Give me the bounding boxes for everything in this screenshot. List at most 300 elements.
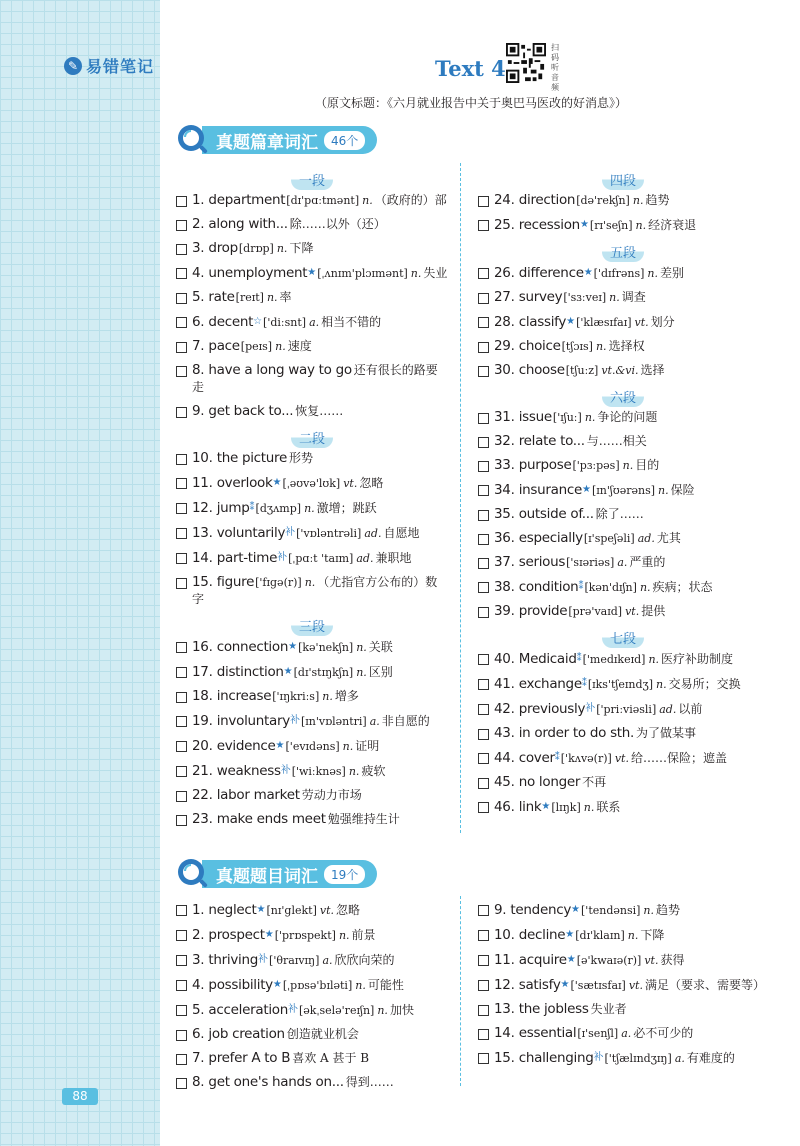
frequency-mark-icon: ⁑ bbox=[576, 653, 582, 664]
vocab-entry bbox=[478, 774, 768, 791]
paragraph-label-text: 七段 bbox=[602, 627, 644, 648]
vocab-entry bbox=[478, 362, 768, 379]
entry-word: get back to... bbox=[208, 403, 294, 419]
entry-number: 13. bbox=[192, 525, 213, 541]
page-title: Text 4 bbox=[435, 56, 506, 81]
entry-body bbox=[494, 289, 768, 306]
entry-word: choose bbox=[518, 362, 565, 378]
checkbox[interactable] bbox=[176, 293, 187, 304]
checkbox[interactable] bbox=[478, 1005, 489, 1016]
entry-phonetic: ['kʌvə(r)] bbox=[560, 752, 612, 765]
entry-pos: n. bbox=[643, 904, 655, 917]
checkbox[interactable] bbox=[176, 342, 187, 353]
entry-meaning: 以前 bbox=[678, 702, 703, 716]
entry-number: 4. bbox=[192, 977, 205, 993]
entry-pos: a. bbox=[369, 715, 380, 728]
entry-meaning: 速度 bbox=[287, 339, 312, 353]
checkbox[interactable] bbox=[176, 955, 187, 966]
entry-body bbox=[494, 901, 768, 919]
entry-number: 6. bbox=[192, 314, 205, 330]
vocab-entry bbox=[176, 688, 448, 705]
entry-number: 29. bbox=[494, 338, 515, 354]
checkbox[interactable] bbox=[176, 196, 187, 207]
entry-phonetic: ['sætɪsfaɪ] bbox=[570, 979, 626, 992]
paragraph-label bbox=[478, 627, 768, 647]
paragraph-label-text: 二段 bbox=[291, 427, 333, 448]
vocab-entry bbox=[176, 192, 448, 209]
checkbox[interactable] bbox=[176, 220, 187, 231]
entry-pos: n. bbox=[276, 242, 288, 255]
entry-number: 9. bbox=[192, 403, 205, 419]
entry-pos: vt. bbox=[625, 605, 640, 618]
paragraph-label bbox=[176, 169, 448, 189]
checkbox[interactable] bbox=[478, 1029, 489, 1040]
vocab-entry bbox=[478, 926, 768, 944]
qr-code-icon[interactable] bbox=[506, 43, 546, 83]
entry-word: tendency bbox=[510, 902, 572, 918]
checkbox[interactable] bbox=[478, 461, 489, 472]
entry-body bbox=[494, 1025, 768, 1042]
entry-phonetic: [də'rekʃn] bbox=[576, 194, 630, 207]
entry-meaning: 医疗补助制度 bbox=[661, 652, 734, 666]
vocab-entry bbox=[176, 762, 448, 780]
entry-phonetic: [kə'nekʃn] bbox=[298, 641, 354, 654]
vocab-entry bbox=[478, 554, 768, 571]
checkbox[interactable] bbox=[176, 692, 187, 703]
entry-phonetic: [lɪŋk] bbox=[551, 801, 581, 814]
checkbox[interactable] bbox=[176, 905, 187, 916]
checkbox[interactable] bbox=[478, 437, 489, 448]
checkbox[interactable] bbox=[176, 407, 187, 418]
entry-meaning: 非自愿的 bbox=[381, 714, 430, 728]
checkbox[interactable] bbox=[176, 317, 187, 328]
entry-body bbox=[192, 313, 448, 331]
checkbox[interactable] bbox=[478, 196, 489, 207]
entry-body bbox=[192, 638, 448, 656]
vocab-entry bbox=[176, 499, 448, 517]
vocab-entry bbox=[176, 951, 448, 969]
checkbox[interactable] bbox=[176, 716, 187, 727]
entry-word: classify bbox=[518, 314, 567, 330]
entry-meaning: 恢复…… bbox=[295, 404, 344, 418]
vocab-entry bbox=[478, 578, 768, 596]
vocab-entry bbox=[176, 638, 448, 656]
vocab-entry bbox=[478, 409, 768, 426]
checkbox[interactable] bbox=[176, 503, 187, 514]
entry-body bbox=[192, 264, 448, 282]
section-header-passage-vocab bbox=[176, 123, 377, 157]
vocab-entry bbox=[478, 481, 768, 499]
checkbox[interactable] bbox=[478, 955, 489, 966]
entry-phonetic: [ˌpɒsə'bɪləti] bbox=[282, 979, 353, 992]
checkbox[interactable] bbox=[176, 791, 187, 802]
entry-pos: n. bbox=[627, 929, 639, 942]
vocab-entry bbox=[176, 549, 448, 567]
entry-number: 36. bbox=[494, 530, 515, 546]
entry-meaning: （尤指官方公布的）数字 bbox=[192, 575, 438, 606]
entry-phonetic: [ɪks'tʃeɪndʒ] bbox=[587, 678, 654, 691]
frequency-mark-icon: ★ bbox=[307, 267, 317, 278]
entry-body bbox=[494, 433, 768, 450]
entry-phonetic: [ɪn'ʃʊərəns] bbox=[592, 484, 656, 497]
entry-word: distinction bbox=[216, 664, 284, 680]
entry-word: the jobless bbox=[518, 1001, 589, 1017]
checkbox[interactable] bbox=[478, 679, 489, 690]
paragraph-label bbox=[478, 169, 768, 189]
vocab-entry bbox=[176, 901, 448, 919]
entry-pos: n. bbox=[658, 484, 669, 497]
vocab-column-right bbox=[478, 167, 768, 823]
vocab-entry bbox=[176, 712, 448, 730]
entry-pos: n. bbox=[583, 801, 595, 814]
entry-pos: n. bbox=[410, 267, 422, 280]
entry-pos: n. bbox=[356, 641, 367, 654]
entry-pos: n. bbox=[584, 411, 596, 424]
entry-body bbox=[494, 926, 768, 944]
checkbox[interactable] bbox=[478, 704, 489, 715]
entry-number: 25. bbox=[494, 217, 515, 233]
entry-phonetic: [reɪt] bbox=[235, 291, 264, 304]
entry-body bbox=[192, 216, 448, 233]
checkbox[interactable] bbox=[176, 1054, 187, 1065]
entry-word: provide bbox=[518, 603, 568, 619]
entry-phonetic: ['klæsɪfaɪ] bbox=[576, 316, 632, 329]
entry-word: exchange bbox=[518, 676, 582, 692]
checkbox[interactable] bbox=[176, 980, 187, 991]
entry-meaning: 关联 bbox=[368, 640, 393, 654]
entry-phonetic: [ɪn'vɒləntri] bbox=[300, 715, 367, 728]
entry-number: 4. bbox=[192, 265, 205, 281]
entry-meaning: 劳动力市场 bbox=[301, 788, 362, 802]
checkbox[interactable] bbox=[478, 802, 489, 813]
entry-pos: vt.&vi. bbox=[601, 364, 639, 377]
entry-phonetic: [rɪ'seʃn] bbox=[589, 219, 633, 232]
entry-meaning: 勉强维持生计 bbox=[327, 812, 400, 826]
entry-pos: a. bbox=[322, 954, 333, 967]
entry-body bbox=[192, 976, 448, 994]
checkbox[interactable] bbox=[176, 478, 187, 489]
checkbox[interactable] bbox=[478, 607, 489, 618]
entry-meaning: 前景 bbox=[351, 928, 376, 942]
entry-number: 15. bbox=[494, 1050, 515, 1066]
entry-body bbox=[192, 524, 448, 542]
entry-pos: n. bbox=[355, 979, 366, 992]
entry-number: 11. bbox=[192, 475, 213, 491]
checkbox[interactable] bbox=[176, 528, 187, 539]
entry-number: 1. bbox=[192, 192, 205, 208]
vocab-entry bbox=[176, 574, 448, 608]
checkbox[interactable] bbox=[176, 741, 187, 752]
frequency-mark-icon: 补 bbox=[287, 1004, 298, 1015]
entry-number: 42. bbox=[494, 701, 515, 717]
checkbox[interactable] bbox=[176, 642, 187, 653]
checkbox[interactable] bbox=[176, 815, 187, 826]
entry-word: job creation bbox=[208, 1026, 285, 1042]
entry-body bbox=[494, 506, 768, 523]
entry-word: neglect bbox=[208, 902, 257, 918]
entry-meaning: 可能性 bbox=[367, 978, 404, 992]
checkbox[interactable] bbox=[176, 766, 187, 777]
vocab-entry bbox=[478, 901, 768, 919]
checkbox[interactable] bbox=[478, 1053, 489, 1064]
sidebar bbox=[0, 0, 160, 1146]
vocab-entry bbox=[176, 976, 448, 994]
entry-body bbox=[192, 811, 448, 828]
entry-body bbox=[192, 403, 448, 420]
checkbox[interactable] bbox=[478, 317, 489, 328]
checkbox[interactable] bbox=[478, 220, 489, 231]
entry-pos: vt. bbox=[319, 904, 335, 917]
entry-word: prefer A to B bbox=[208, 1050, 291, 1066]
checkbox[interactable] bbox=[176, 553, 187, 564]
checkbox[interactable] bbox=[478, 342, 489, 353]
entry-body bbox=[192, 362, 448, 396]
entry-meaning: 创造就业机会 bbox=[286, 1027, 359, 1041]
entry-pos: n. bbox=[648, 653, 660, 666]
vocab-entry bbox=[176, 216, 448, 233]
entry-pos: n. bbox=[635, 219, 647, 232]
entry-meaning: 率 bbox=[279, 290, 292, 304]
entry-body bbox=[192, 688, 448, 705]
entry-body bbox=[494, 264, 768, 282]
entry-pos: n. bbox=[632, 194, 644, 207]
vocab-entry bbox=[478, 530, 768, 547]
question-vocab-column-left bbox=[176, 901, 448, 1098]
checkbox[interactable] bbox=[176, 667, 187, 678]
checkbox[interactable] bbox=[478, 905, 489, 916]
entry-meaning: 疾病；状态 bbox=[652, 580, 713, 594]
entry-phonetic: [əkˌselə'reɪʃn] bbox=[298, 1004, 375, 1017]
entry-meaning: 趋势 bbox=[656, 903, 681, 917]
entry-pos: n. bbox=[356, 666, 367, 679]
entry-word: connection bbox=[216, 639, 289, 655]
checkbox[interactable] bbox=[176, 366, 187, 377]
entry-body bbox=[494, 313, 768, 331]
entry-body bbox=[494, 1049, 768, 1067]
vocab-entry bbox=[176, 1074, 448, 1091]
entry-body bbox=[494, 798, 768, 816]
vocab-entry bbox=[176, 313, 448, 331]
entry-word: unemployment bbox=[208, 265, 308, 281]
vocab-entry bbox=[478, 700, 768, 718]
entry-number: 2. bbox=[192, 927, 205, 943]
checkbox[interactable] bbox=[478, 268, 489, 279]
entry-phonetic: [dʒʌmp] bbox=[255, 502, 302, 515]
entry-pos: vt. bbox=[634, 316, 649, 329]
entry-meaning: 加快 bbox=[389, 1003, 414, 1017]
entry-number: 12. bbox=[192, 500, 213, 516]
entry-phonetic: ['diːsnt] bbox=[263, 316, 307, 329]
entry-phonetic: [ˌpɑːt 'taɪm] bbox=[288, 552, 354, 565]
checkbox[interactable] bbox=[176, 1078, 187, 1089]
checkbox[interactable] bbox=[478, 413, 489, 424]
entry-number: 5. bbox=[192, 289, 205, 305]
column-divider bbox=[460, 163, 461, 833]
entry-word: direction bbox=[518, 192, 576, 208]
entry-number: 23. bbox=[192, 811, 213, 827]
entry-number: 33. bbox=[494, 457, 515, 473]
entry-meaning: 证明 bbox=[355, 739, 380, 753]
checkbox[interactable] bbox=[176, 268, 187, 279]
entry-meaning: 保险 bbox=[670, 483, 695, 497]
checkbox[interactable] bbox=[176, 1005, 187, 1016]
entry-number: 40. bbox=[494, 651, 515, 667]
entry-meaning: 失业者 bbox=[590, 1002, 627, 1016]
entry-meaning: 得到…… bbox=[345, 1075, 394, 1089]
vocab-entry bbox=[478, 313, 768, 331]
entry-meaning: 严重的 bbox=[629, 555, 666, 569]
vocab-entry bbox=[478, 1001, 768, 1018]
checkbox[interactable] bbox=[478, 729, 489, 740]
paragraph-label-text: 一段 bbox=[291, 169, 333, 190]
checkbox[interactable] bbox=[478, 485, 489, 496]
checkbox[interactable] bbox=[478, 534, 489, 545]
checkbox[interactable] bbox=[176, 454, 187, 465]
pen-icon: ✎ bbox=[64, 57, 82, 75]
frequency-mark-icon: ⁑ bbox=[578, 581, 584, 592]
entry-pos: a. bbox=[674, 1052, 685, 1065]
entry-number: 19. bbox=[192, 713, 213, 729]
entry-body bbox=[494, 1001, 768, 1018]
entry-word: acceleration bbox=[208, 1002, 288, 1018]
entry-pos: a. bbox=[617, 556, 628, 569]
entry-body bbox=[192, 901, 448, 919]
entry-number: 12. bbox=[494, 977, 515, 993]
entry-pos: vt. bbox=[628, 979, 643, 992]
checkbox[interactable] bbox=[478, 778, 489, 789]
entry-pos: n. bbox=[647, 267, 659, 280]
entry-word: satisfy bbox=[518, 977, 561, 993]
entry-body bbox=[494, 338, 768, 355]
entry-number: 16. bbox=[192, 639, 213, 655]
entry-meaning: 除……以外（还） bbox=[289, 217, 386, 231]
vocab-entry bbox=[478, 216, 768, 234]
magnifier-icon bbox=[176, 857, 210, 891]
entry-number: 3. bbox=[192, 240, 205, 256]
entry-meaning: 增多 bbox=[334, 689, 359, 703]
vocab-entry bbox=[176, 264, 448, 282]
entry-number: 34. bbox=[494, 482, 515, 498]
section-title: 真题篇章词汇 bbox=[216, 132, 318, 153]
entry-body bbox=[494, 192, 768, 209]
entry-phonetic: ['ɪŋkriːs] bbox=[272, 690, 320, 703]
entry-pos: n. bbox=[595, 340, 607, 353]
entry-phonetic: ['sɪəriəs] bbox=[566, 556, 615, 569]
vocab-column-left bbox=[176, 167, 448, 835]
checkbox[interactable] bbox=[478, 293, 489, 304]
entry-meaning: 获得 bbox=[660, 953, 685, 967]
entry-body bbox=[192, 450, 448, 467]
entry-body bbox=[192, 951, 448, 969]
checkbox[interactable] bbox=[478, 366, 489, 377]
entry-word: link bbox=[518, 799, 542, 815]
vocab-entry bbox=[176, 403, 448, 420]
checkbox[interactable] bbox=[478, 980, 489, 991]
entry-number: 35. bbox=[494, 506, 515, 522]
entry-phonetic: ['evɪdəns] bbox=[285, 740, 340, 753]
entry-word: issue bbox=[518, 409, 552, 425]
vocab-entry bbox=[478, 675, 768, 693]
entry-pos: a. bbox=[621, 1027, 632, 1040]
entry-phonetic: [dɪ'pɑːtmənt] bbox=[286, 194, 360, 207]
entry-meaning: 欣欣向荣的 bbox=[334, 953, 395, 967]
checkbox[interactable] bbox=[478, 930, 489, 941]
entry-pos: n. bbox=[275, 340, 286, 353]
entry-meaning: （政府的）部 bbox=[374, 193, 447, 207]
entry-pos: n. bbox=[266, 291, 278, 304]
entry-word: decent bbox=[208, 314, 254, 330]
entry-body bbox=[494, 603, 768, 620]
entry-body bbox=[494, 362, 768, 379]
entry-pos: n. bbox=[377, 1004, 388, 1017]
entry-body bbox=[192, 574, 448, 608]
entry-number: 10. bbox=[494, 927, 515, 943]
checkbox[interactable] bbox=[478, 753, 489, 764]
entry-number: 8. bbox=[192, 362, 205, 378]
checkbox[interactable] bbox=[478, 654, 489, 665]
entry-word: choice bbox=[518, 338, 561, 354]
entry-meaning: 喜欢 A 甚于 B bbox=[292, 1051, 370, 1065]
paragraph-label-text: 六段 bbox=[602, 386, 644, 407]
entry-pos: vt. bbox=[343, 477, 358, 490]
entry-word: voluntarily bbox=[216, 525, 286, 541]
entry-number: 27. bbox=[494, 289, 515, 305]
entry-body bbox=[494, 554, 768, 571]
vocab-entry bbox=[176, 926, 448, 944]
section-header-question-vocab bbox=[176, 857, 377, 891]
entry-word: along with... bbox=[208, 216, 288, 232]
entry-meaning: 选择 bbox=[640, 363, 665, 377]
entry-pos: n. bbox=[362, 194, 373, 207]
frequency-mark-icon: ★ bbox=[582, 484, 591, 495]
vocab-entry bbox=[478, 289, 768, 306]
entry-pos: ad. bbox=[356, 552, 374, 565]
entry-number: 14. bbox=[192, 550, 213, 566]
checkbox[interactable] bbox=[478, 510, 489, 521]
entry-body bbox=[494, 725, 768, 742]
entry-body bbox=[192, 289, 448, 306]
entry-meaning: 提供 bbox=[641, 604, 666, 618]
entry-number: 28. bbox=[494, 314, 515, 330]
frequency-mark-icon: ★ bbox=[272, 979, 282, 990]
entry-phonetic: ['priːviəsli] bbox=[596, 703, 657, 716]
checkbox[interactable] bbox=[176, 1030, 187, 1041]
vocab-entry bbox=[176, 737, 448, 755]
entry-meaning: 与……相关 bbox=[586, 434, 647, 448]
checkbox[interactable] bbox=[176, 930, 187, 941]
entry-phonetic: [tʃɔɪs] bbox=[561, 340, 593, 353]
entry-word: rate bbox=[208, 289, 235, 305]
vocab-entry bbox=[176, 289, 448, 306]
checkbox[interactable] bbox=[478, 558, 489, 569]
entry-word: recession bbox=[518, 217, 580, 233]
checkbox[interactable] bbox=[176, 578, 187, 589]
frequency-mark-icon: ★ bbox=[583, 267, 593, 278]
entry-word: previously bbox=[518, 701, 586, 717]
entry-phonetic: ['sɜːveɪ] bbox=[563, 291, 607, 304]
checkbox[interactable] bbox=[478, 582, 489, 593]
checkbox[interactable] bbox=[176, 244, 187, 255]
section-count-badge: 46个 bbox=[324, 131, 365, 150]
entry-phonetic: ['dɪfrəns] bbox=[593, 267, 645, 280]
vocab-entry bbox=[176, 524, 448, 542]
entry-phonetic: ['θraɪvɪŋ] bbox=[269, 954, 320, 967]
vocab-entry bbox=[478, 603, 768, 620]
entry-pos: ad. bbox=[637, 532, 655, 545]
entry-word: insurance bbox=[518, 482, 583, 498]
entry-meaning: 疲软 bbox=[361, 764, 386, 778]
entry-meaning: 联系 bbox=[596, 800, 621, 814]
